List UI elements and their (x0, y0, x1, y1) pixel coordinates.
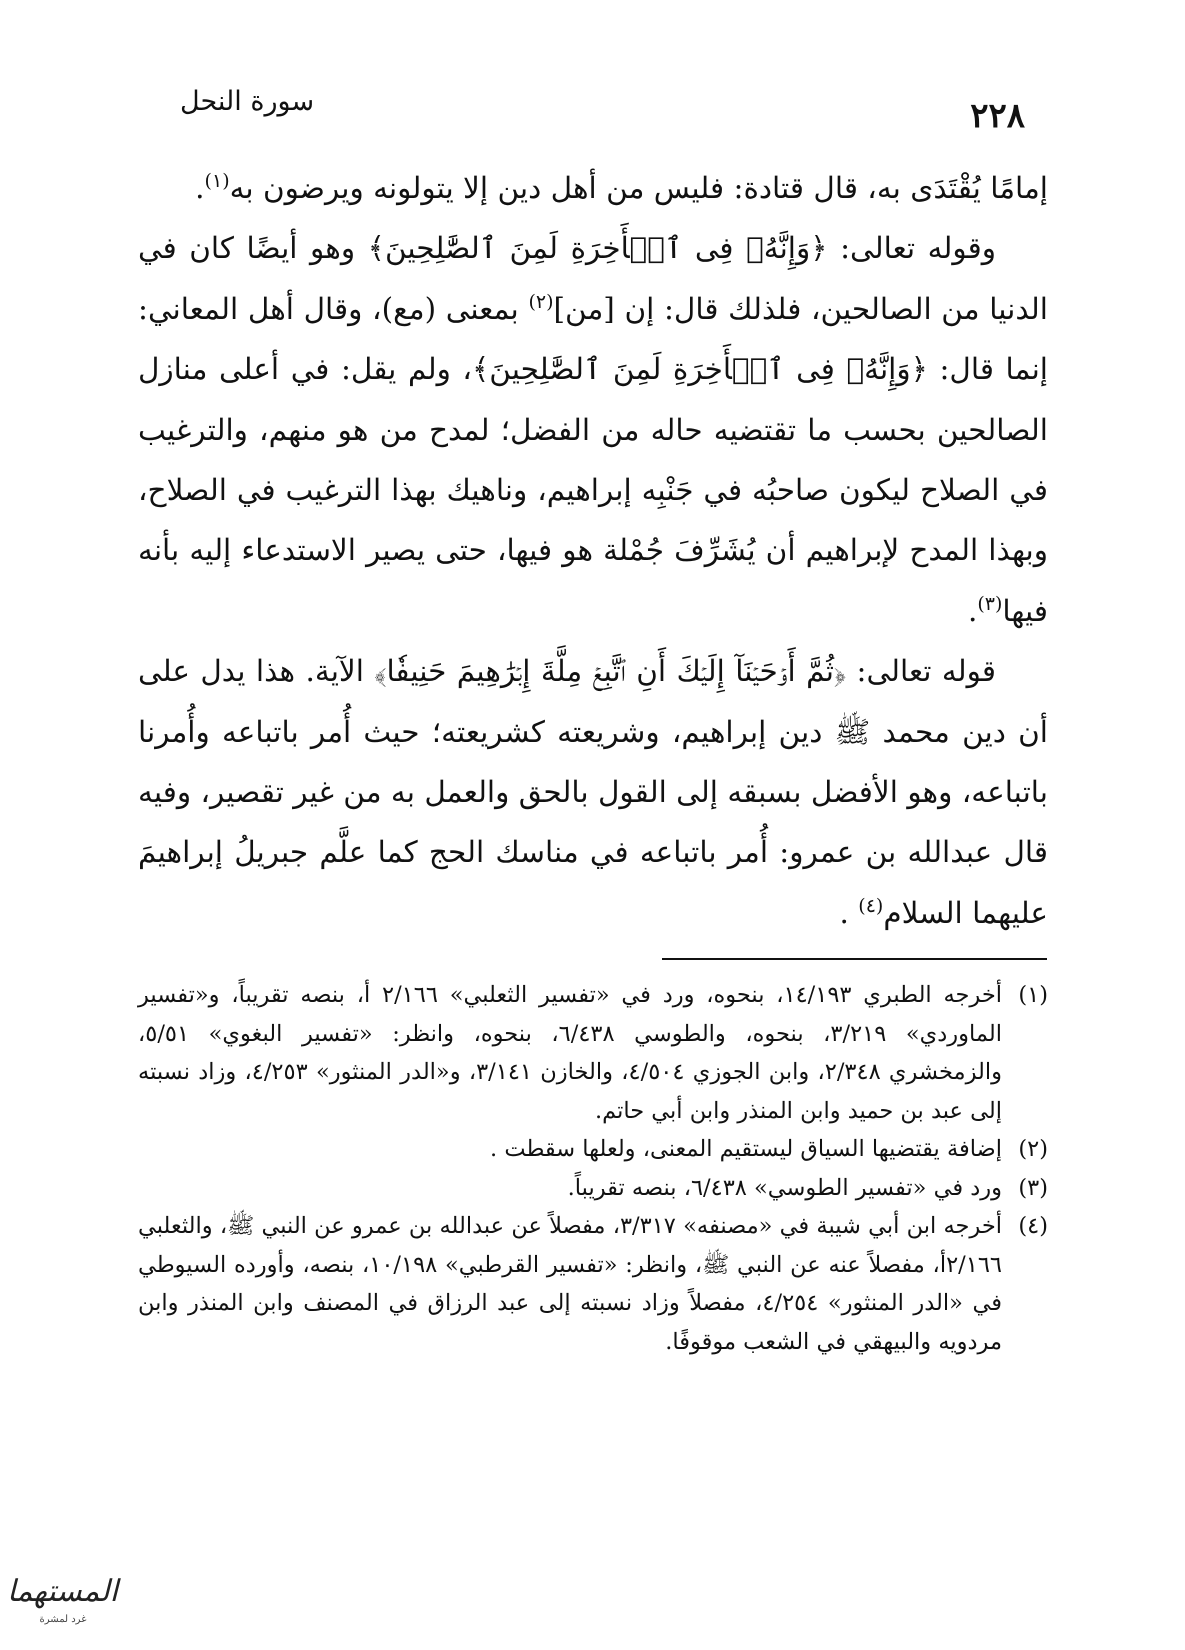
footnote-text: أخرجه ابن أبي شيبة في «مصنفه» ٣/٣١٧، مفصلاً عن عبدالله بن عمرو عن النبي ﷺ، والثعلبي ٢/١٦٦أ، مفصلاً عنه عن النبي ﷺ، وانظر: «تفسير القرطبي» ١٠/١٩٨، بنصه، وأورده السيوطي في «الدر المنثور» ٤/٢٥٤، مفصلاً وزاد نسبته إلى عبد الرزاق في المصنف وابن المنذر وابن مردويه والبيهقي في الشعب موقوفًا. (138, 1213, 1002, 1355)
footnote-4 (138, 1207, 1048, 1361)
paragraph-1 (138, 158, 1048, 218)
paragraph-2-text-b: بمعنى (مع)، وقال أهل المعاني: إنما قال: ﴿وَإِنَّهُۥ فِى ٱلۡأَخِرَةِ لَمِنَ ٱلصَّٰلِحِينَ﴾، ولم يقل: في أعلى منازل الصالحين بحسب ما تقتضيه حاله من الفضل؛ لمدح من هو منهم، والترغيب في الصلاح ليكون صاحبُه في جَنْبِه إبراهيم، وناهيك بهذا الترغيب في الصلاح، وبهذا المدح لإبراهيم أن يُشَرِّفَ جُمْلة هو فيها، حتى يصير الاستدعاء إليه بأنه فيها (138, 291, 1048, 628)
paragraph-3-end: . (839, 895, 859, 930)
footnote-text: إضافة يقتضيها السياق ليستقيم المعنى، ولعلها سقطت . (490, 1136, 1002, 1162)
footnote-ref-3[interactable]: (٣) (977, 593, 1003, 616)
logo-mark: المستهما (7, 1574, 118, 1609)
footnote-ref-2[interactable]: (٢) (528, 290, 554, 313)
paragraph-1-end: . (195, 171, 205, 205)
footnote-number: (٣) (1018, 1174, 1048, 1201)
page-number: ٢٢٨ (970, 96, 1025, 136)
footnotes (138, 976, 1048, 1361)
paragraph-1-text: إمامًا يُقْتَدَى به، قال قتادة: فليس من أهل دين إلا يتولونه ويرضون به (229, 171, 1048, 205)
publisher-logo (8, 1570, 118, 1640)
footnote-number: (٢) (1018, 1136, 1048, 1162)
running-title: سورة النحل (180, 86, 315, 117)
footnote-number: (٤) (1018, 1213, 1048, 1239)
footnote-separator (662, 958, 1047, 960)
main-text (138, 158, 1048, 943)
footnote-text: أخرجه الطبري ١٤/١٩٣، بنحوه، ورد في «تفسير الثعلبي» ٢/١٦٦ أ، بنصه تقريباً، و«تفسير الماوردي» ٣/٢١٩، بنحوه، والطوسي ٦/٤٣٨، بنحوه، وانظر: «تفسير البغوي» ٥/٥١، والزمخشري ٢/٣٤٨، وابن الجوزي ٤/٥٠٤، والخازن ٣/١٤١، و«الدر المنثور» ٤/٢٥٣، وزاد نسبته إلى عبد بن حميد وابن المنذر وابن أبي حاتم. (138, 982, 1002, 1124)
paragraph-3 (138, 641, 1048, 943)
footnote-ref-1[interactable]: (١) (204, 170, 230, 193)
footnote-2 (138, 1130, 1048, 1169)
paragraph-2-text-a: وقوله تعالى: ﴿وَإِنَّهُۥ فِى ٱلۡأَخِرَةِ لَمِنَ ٱلصَّٰلِحِينَ﴾ وهو أيضًا كان في الدنيا من الصالحين، فلذلك قال: إن [من] (138, 231, 1048, 326)
footnote-3 (138, 1169, 1048, 1208)
paragraph-2 (138, 218, 1048, 641)
paragraph-2-end: . (967, 593, 978, 628)
footnote-text: ورد في «تفسير الطوسي» ٦/٤٣٨، بنصه تقريباً. (567, 1174, 1002, 1201)
page-header (150, 82, 1025, 142)
logo-subtext: غرد لمشرة (39, 1614, 87, 1625)
paragraph-3-text: قوله تعالى: ﴿ثُمَّ أَوۡحَيۡنَآ إِلَيۡكَ أَنِ ٱتَّبِعۡ مِلَّةَ إِبۡرَٰهِيمَ حَنِيفٗا﴾ الآية. هذا يدل على أن دين محمد ﷺ دين إبراهيم، وشريعته كشريعته؛ حيث أُمر باتباعه وأُمرنا باتباعه، وهو الأفضل بسبقه إلى القول بالحق والعمل به من غير تقصير، وفيه قال عبدالله بن عمرو: أُمر باتباعه في مناسك الحج كما علَّم جبريلُ إبراهيمَ عليهما السلام (138, 654, 1048, 930)
footnote-ref-4[interactable]: (٤) (858, 895, 884, 918)
footnote-number: (١) (1018, 982, 1048, 1008)
footnote-1 (138, 976, 1048, 1130)
